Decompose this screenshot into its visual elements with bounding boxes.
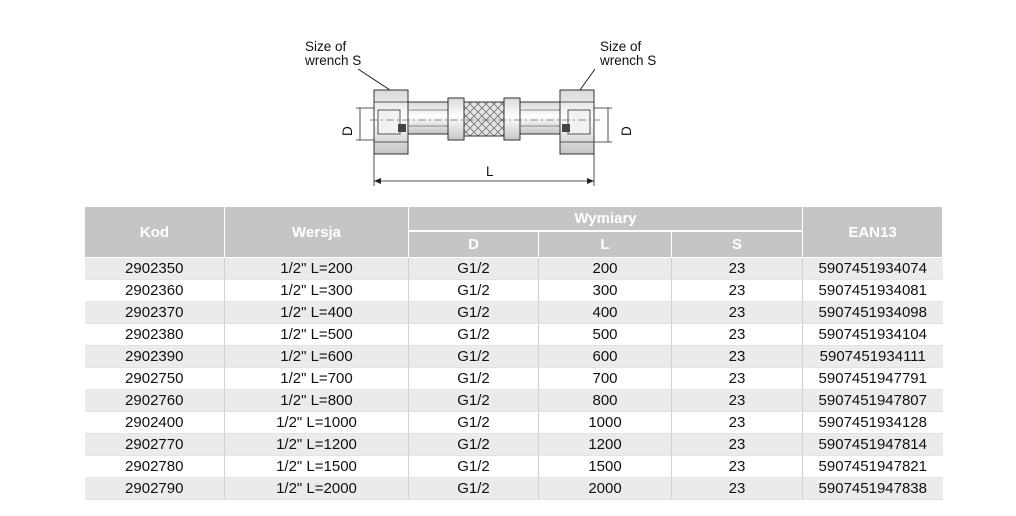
header-wersja: Wersja [225, 207, 409, 258]
cell-wersja: 1/2" L=2000 [225, 478, 409, 500]
cell-s: 23 [672, 258, 803, 280]
product-spec-table [84, 206, 943, 500]
cell-l: 800 [539, 390, 672, 412]
cell-d: G1/2 [409, 324, 539, 346]
leader-line-right [580, 69, 595, 90]
cell-d: G1/2 [409, 456, 539, 478]
cell-s: 23 [672, 390, 803, 412]
cell-wersja: 1/2" L=700 [225, 368, 409, 390]
cell-kod: 2902360 [85, 280, 225, 302]
cell-wersja: 1/2" L=400 [225, 302, 409, 324]
cell-l: 600 [539, 346, 672, 368]
cell-l: 1200 [539, 434, 672, 456]
cell-ean: 5907451947791 [803, 368, 943, 390]
cell-d: G1/2 [409, 478, 539, 500]
cell-ean: 5907451934074 [803, 258, 943, 280]
cell-kod: 2902400 [85, 412, 225, 434]
cell-l: 1500 [539, 456, 672, 478]
cell-d: G1/2 [409, 302, 539, 324]
cell-d: G1/2 [409, 434, 539, 456]
wrench-label-left-line2: wrench S [305, 53, 362, 68]
cell-l: 400 [539, 302, 672, 324]
header-s: S [672, 231, 803, 257]
cell-ean: 5907451934081 [803, 280, 943, 302]
cell-kod: 2902770 [85, 434, 225, 456]
cell-wersja: 1/2" L=600 [225, 346, 409, 368]
left-crimp [448, 98, 464, 140]
cell-ean: 5907451947807 [803, 390, 943, 412]
cell-wersja: 1/2" L=500 [225, 324, 409, 346]
cell-ean: 5907451934111 [803, 346, 943, 368]
dim-d-left-label: D [340, 126, 355, 136]
cell-d: G1/2 [409, 258, 539, 280]
wrench-label-right-line1: Size of [600, 39, 642, 54]
cell-d: G1/2 [409, 346, 539, 368]
cell-d: G1/2 [409, 368, 539, 390]
cell-kod: 2902750 [85, 368, 225, 390]
cell-kod: 2902760 [85, 390, 225, 412]
header-wymiary: Wymiary [409, 207, 803, 232]
cell-s: 23 [672, 324, 803, 346]
cell-l: 200 [539, 258, 672, 280]
wrench-label-right-line2: wrench S [600, 53, 657, 68]
left-nut [374, 90, 408, 154]
right-fitting [520, 102, 560, 134]
cell-s: 23 [672, 456, 803, 478]
table-row [85, 434, 943, 456]
table-row [85, 280, 943, 302]
cell-l: 2000 [539, 478, 672, 500]
header-d: D [409, 231, 539, 257]
table-row [85, 478, 943, 500]
cell-wersja: 1/2" L=200 [225, 258, 409, 280]
cell-s: 23 [672, 368, 803, 390]
cell-d: G1/2 [409, 412, 539, 434]
cell-d: G1/2 [409, 390, 539, 412]
table-row [85, 390, 943, 412]
cell-wersja: 1/2" L=1000 [225, 412, 409, 434]
cell-kod: 2902380 [85, 324, 225, 346]
left-fitting [408, 102, 448, 134]
cell-s: 23 [672, 346, 803, 368]
table-row [85, 258, 943, 280]
table-row [85, 456, 943, 478]
table-row [85, 302, 943, 324]
header-l: L [539, 231, 672, 257]
braided-hose [464, 102, 504, 136]
cell-wersja: 1/2" L=1500 [225, 456, 409, 478]
table-row [85, 412, 943, 434]
cell-ean: 5907451934128 [803, 412, 943, 434]
header-ean13: EAN13 [803, 207, 943, 258]
cell-kod: 2902350 [85, 258, 225, 280]
wrench-label-left-line1: Size of [305, 39, 347, 54]
dim-l-label: L [486, 164, 494, 179]
cell-kod: 2902780 [85, 456, 225, 478]
cell-s: 23 [672, 280, 803, 302]
table-row [85, 324, 943, 346]
leader-line-left [358, 69, 390, 90]
right-crimp [504, 98, 520, 140]
cell-ean: 5907451934098 [803, 302, 943, 324]
table-row [85, 346, 943, 368]
cell-kod: 2902790 [85, 478, 225, 500]
cell-s: 23 [672, 302, 803, 324]
cell-d: G1/2 [409, 280, 539, 302]
cell-kod: 2902370 [85, 302, 225, 324]
cell-l: 1000 [539, 412, 672, 434]
cell-ean: 5907451947838 [803, 478, 943, 500]
cell-l: 300 [539, 280, 672, 302]
cell-ean: 5907451947821 [803, 456, 943, 478]
cell-l: 500 [539, 324, 672, 346]
cell-ean: 5907451934104 [803, 324, 943, 346]
cell-wersja: 1/2" L=800 [225, 390, 409, 412]
cell-s: 23 [672, 412, 803, 434]
cell-wersja: 1/2" L=300 [225, 280, 409, 302]
hose-technical-drawing [290, 36, 680, 194]
cell-s: 23 [672, 478, 803, 500]
cell-s: 23 [672, 434, 803, 456]
dim-d-right-label: D [619, 126, 634, 136]
cell-l: 700 [539, 368, 672, 390]
cell-kod: 2902390 [85, 346, 225, 368]
right-nut [560, 90, 594, 154]
header-kod: Kod [85, 207, 225, 258]
table-row [85, 368, 943, 390]
cell-wersja: 1/2" L=1200 [225, 434, 409, 456]
cell-ean: 5907451947814 [803, 434, 943, 456]
